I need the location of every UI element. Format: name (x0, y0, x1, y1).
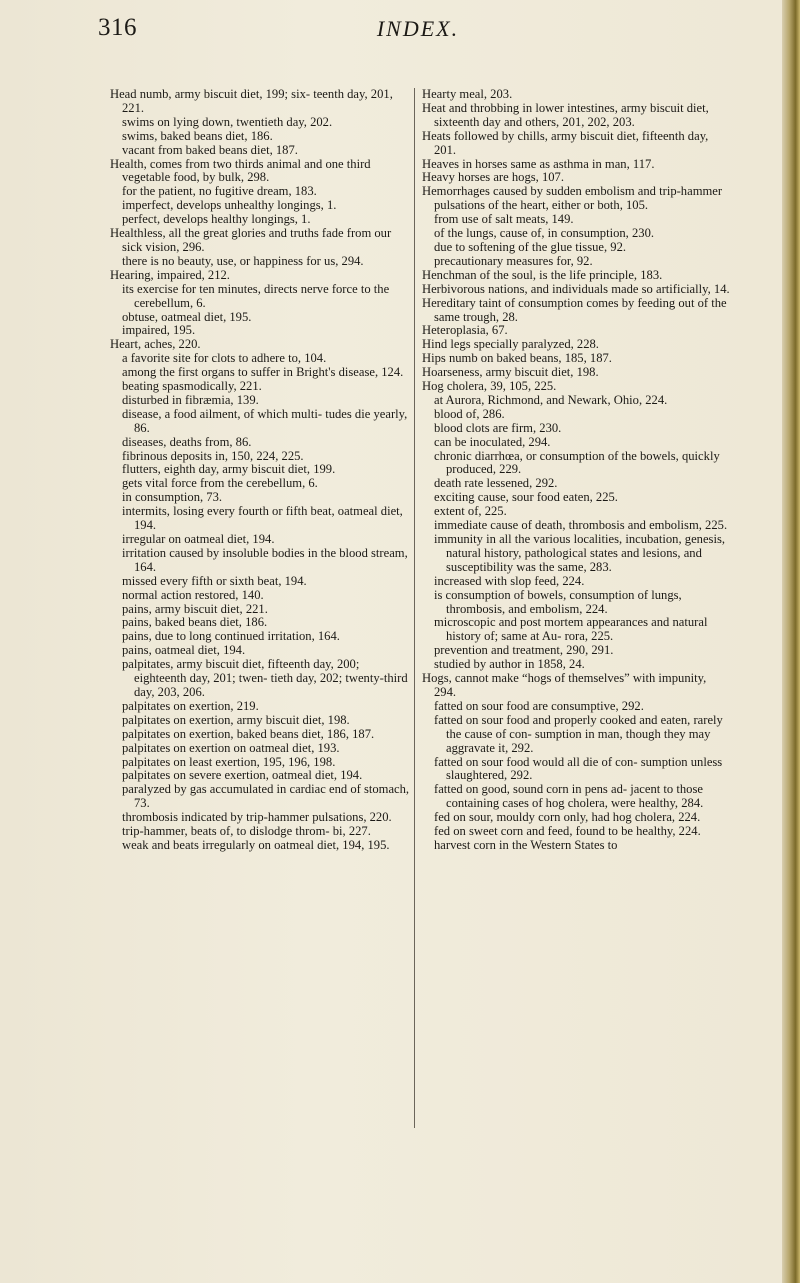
index-subentry: precautionary measures for, 92. (434, 253, 593, 268)
index-subentry: palpitates on exertion on oatmeal diet, 193. (122, 740, 340, 755)
index-subentry: pains, baked beans diet, 186. (122, 615, 268, 630)
index-entry: Hearing, impaired, 212. (110, 267, 230, 282)
index-subentry: weak and beats irregularly on oatmeal diet, 194, 195. (122, 837, 390, 852)
index-subentry: a favorite site for clots to adhere to, 104. (122, 351, 327, 366)
index-entry: Health, comes from two thirds animal and one third vegetable food, by bulk, 298. (110, 156, 371, 185)
index-entry: Heaves in horses same as asthma in man, 117. (422, 156, 655, 171)
page-edge (782, 0, 800, 1283)
index-subentry: diseases, deaths from, 86. (122, 434, 252, 449)
index-subentry: extent of, 225. (434, 504, 507, 519)
index-subentry: irregular on oatmeal diet, 194. (122, 532, 275, 546)
index-subentry: imperfect, develops unhealthy longings, 1. (122, 198, 337, 213)
index-subentry: swims on lying down, twentieth day, 202. (122, 114, 333, 129)
index-subentry: gets vital force from the cerebellum, 6. (122, 476, 318, 491)
index-subentry: fed on sweet corn and feed, found to be healthy, 224. (434, 824, 701, 839)
index-subentry: increased with slop feed, 224. (434, 573, 585, 588)
index-entry: Hereditary taint of consumption comes by feeding out of the same trough, 28. (422, 295, 727, 324)
index-subentry: vacant from baked beans diet, 187. (122, 142, 298, 157)
index-subentry: fatted on good, sound corn in pens ad- jacent to those containing cases of hog cholera, were healthy, 284. (434, 782, 704, 811)
index-subentry: pains, oatmeal diet, 194. (122, 643, 246, 658)
index-subentry: disease, a food ailment, of which multi- tudes die yearly, 86. (122, 406, 408, 435)
index-subentry: in consumption, 73. (122, 490, 223, 505)
index-entry: Hemorrhages caused by sudden embolism and trip-hammer pulsations of the heart, either or both, 105. (422, 184, 723, 213)
index-subentry: beating spasmodically, 221. (122, 379, 262, 394)
index-column-left (110, 88, 410, 853)
running-head: INDEX. (376, 16, 460, 41)
index-subentry: pains, due to long continued irritation, 164. (122, 629, 340, 644)
index-subentry: disturbed in fibræmia, 139. (122, 392, 259, 407)
index-subentry: immunity in all the various localities, incubation, genesis, natural history, pathological states and lesions, and susceptibility was the same, 283. (434, 532, 726, 574)
index-subentry: trip-hammer, beats of, to dislodge throm- bi, 227. (122, 824, 371, 839)
index-subentry: exciting cause, sour food eaten, 225. (434, 490, 618, 505)
index-subentry: obtuse, oatmeal diet, 195. (122, 309, 252, 324)
index-subentry: studied by author in 1858, 24. (434, 657, 585, 672)
index-subentry: palpitates on exertion, baked beans diet, 186, 187. (122, 726, 375, 741)
index-subentry: prevention and treatment, 290, 291. (434, 643, 614, 658)
index-subentry: microscopic and post mortem appearances and natural history of; same at Au- rora, 225. (434, 615, 708, 644)
column-divider (414, 88, 415, 1128)
index-subentry: blood of, 286. (434, 406, 505, 421)
index-subentry: impaired, 195. (122, 323, 196, 338)
index-subentry: for the patient, no fugitive dream, 183. (122, 184, 317, 199)
index-subentry: fatted on sour food are consumptive, 292. (434, 698, 644, 713)
index-subentry: among the first organs to suffer in Bright's disease, 124. (122, 365, 404, 380)
index-entry: Hoarseness, army biscuit diet, 198. (422, 365, 599, 380)
index-subentry: at Aurora, Richmond, and Newark, Ohio, 224. (434, 392, 668, 407)
index-subentry: fed on sour, mouldy corn only, had hog cholera, 224. (434, 810, 701, 825)
index-subentry: can be inoculated, 294. (434, 434, 551, 449)
index-entry: Henchman of the soul, is the life principle, 183. (422, 267, 663, 282)
index-subentry: fibrinous deposits in, 150, 224, 225. (122, 448, 304, 463)
index-subentry: due to softening of the glue tissue, 92. (434, 239, 627, 254)
index-subentry: paralyzed by gas accumulated in cardiac end of stomach, 73. (122, 782, 410, 811)
index-subentry: swims, baked beans diet, 186. (122, 128, 273, 143)
index-subentry: fatted on sour food and properly cooked and eaten, rarely the cause of con- sumption in man, though they may aggravate it, 292. (434, 712, 723, 755)
index-subentry: palpitates on severe exertion, oatmeal diet, 194. (122, 768, 363, 783)
index-subentry: flutters, eighth day, army biscuit diet, 199. (122, 462, 336, 477)
page-number: 316 (98, 14, 137, 41)
index-subentry: irritation caused by insoluble bodies in the blood stream, 164. (122, 545, 408, 574)
index-subentry: from use of salt meats, 149. (434, 212, 574, 227)
index-entry: Hogs, cannot make “hogs of themselves” with impunity, 294. (422, 671, 707, 699)
index-entry: Hips numb on baked beans, 185, 187. (422, 351, 612, 366)
index-entry: Heats followed by chills, army biscuit diet, fifteenth day, 201. (422, 128, 709, 157)
index-subentry: harvest corn in the Western States to (434, 837, 618, 852)
index-entry: Heart, aches, 220. (110, 337, 201, 352)
index-subentry: death rate lessened, 292. (434, 476, 558, 491)
index-subentry: palpitates on exertion, 219. (122, 698, 259, 713)
index-subentry: pains, army biscuit diet, 221. (122, 601, 268, 616)
index-subentry: palpitates on least exertion, 195, 196, 198. (122, 754, 336, 769)
index-subentry: its exercise for ten minutes, directs nerve force to the cerebellum, 6. (122, 281, 390, 310)
index-entry: Heteroplasia, 67. (422, 323, 508, 338)
index-entry: Hearty meal, 203. (422, 87, 513, 101)
index-subentry: is consumption of bowels, consumption of lungs, thrombosis, and embolism, 224. (434, 587, 682, 616)
page-header (98, 14, 738, 54)
index-entry: Heavy horses are hogs, 107. (422, 170, 564, 185)
index-subentry: normal action restored, 140. (122, 587, 264, 602)
index-entry: Head numb, army biscuit diet, 199; six- teenth day, 201, 221. (110, 87, 393, 115)
index-column-right (422, 88, 730, 853)
index-subentry: thrombosis indicated by trip-hammer pulsations, 220. (122, 810, 392, 825)
index-entry: Heat and throbbing in lower intestines, army biscuit diet, sixteenth day and others, 201, 202, 203. (422, 100, 709, 129)
index-entry: Hog cholera, 39, 105, 225. (422, 379, 557, 394)
index-entry: Herbivorous nations, and individuals made so artificially, 14. (422, 281, 730, 296)
index-subentry: palpitates, army biscuit diet, fifteenth day, 200; eighteenth day, 201; twen- tieth day, 202; twenty-third day, 203, 206. (122, 657, 408, 699)
index-subentry: immediate cause of death, thrombosis and embolism, 225. (434, 518, 728, 533)
index-subentry: blood clots are firm, 230. (434, 420, 562, 435)
index-subentry: missed every fifth or sixth beat, 194. (122, 573, 307, 588)
index-subentry: palpitates on exertion, army biscuit diet, 198. (122, 712, 350, 727)
index-subentry: of the lungs, cause of, in consumption, 230. (434, 226, 655, 241)
index-subentry: fatted on sour food would all die of con- sumption unless slaughtered, 292. (434, 754, 723, 783)
index-subentry: perfect, develops healthy longings, 1. (122, 212, 311, 227)
index-entry: Hind legs specially paralyzed, 228. (422, 337, 599, 352)
index-subentry: intermits, losing every fourth or fifth beat, oatmeal diet, 194. (122, 504, 403, 533)
index-entry: Healthless, all the great glories and truths fade from our sick vision, 296. (110, 226, 392, 254)
index-subentry: there is no beauty, use, or happiness for us, 294. (122, 253, 364, 268)
index-subentry: chronic diarrhœa, or consumption of the bowels, quickly produced, 229. (434, 448, 720, 477)
